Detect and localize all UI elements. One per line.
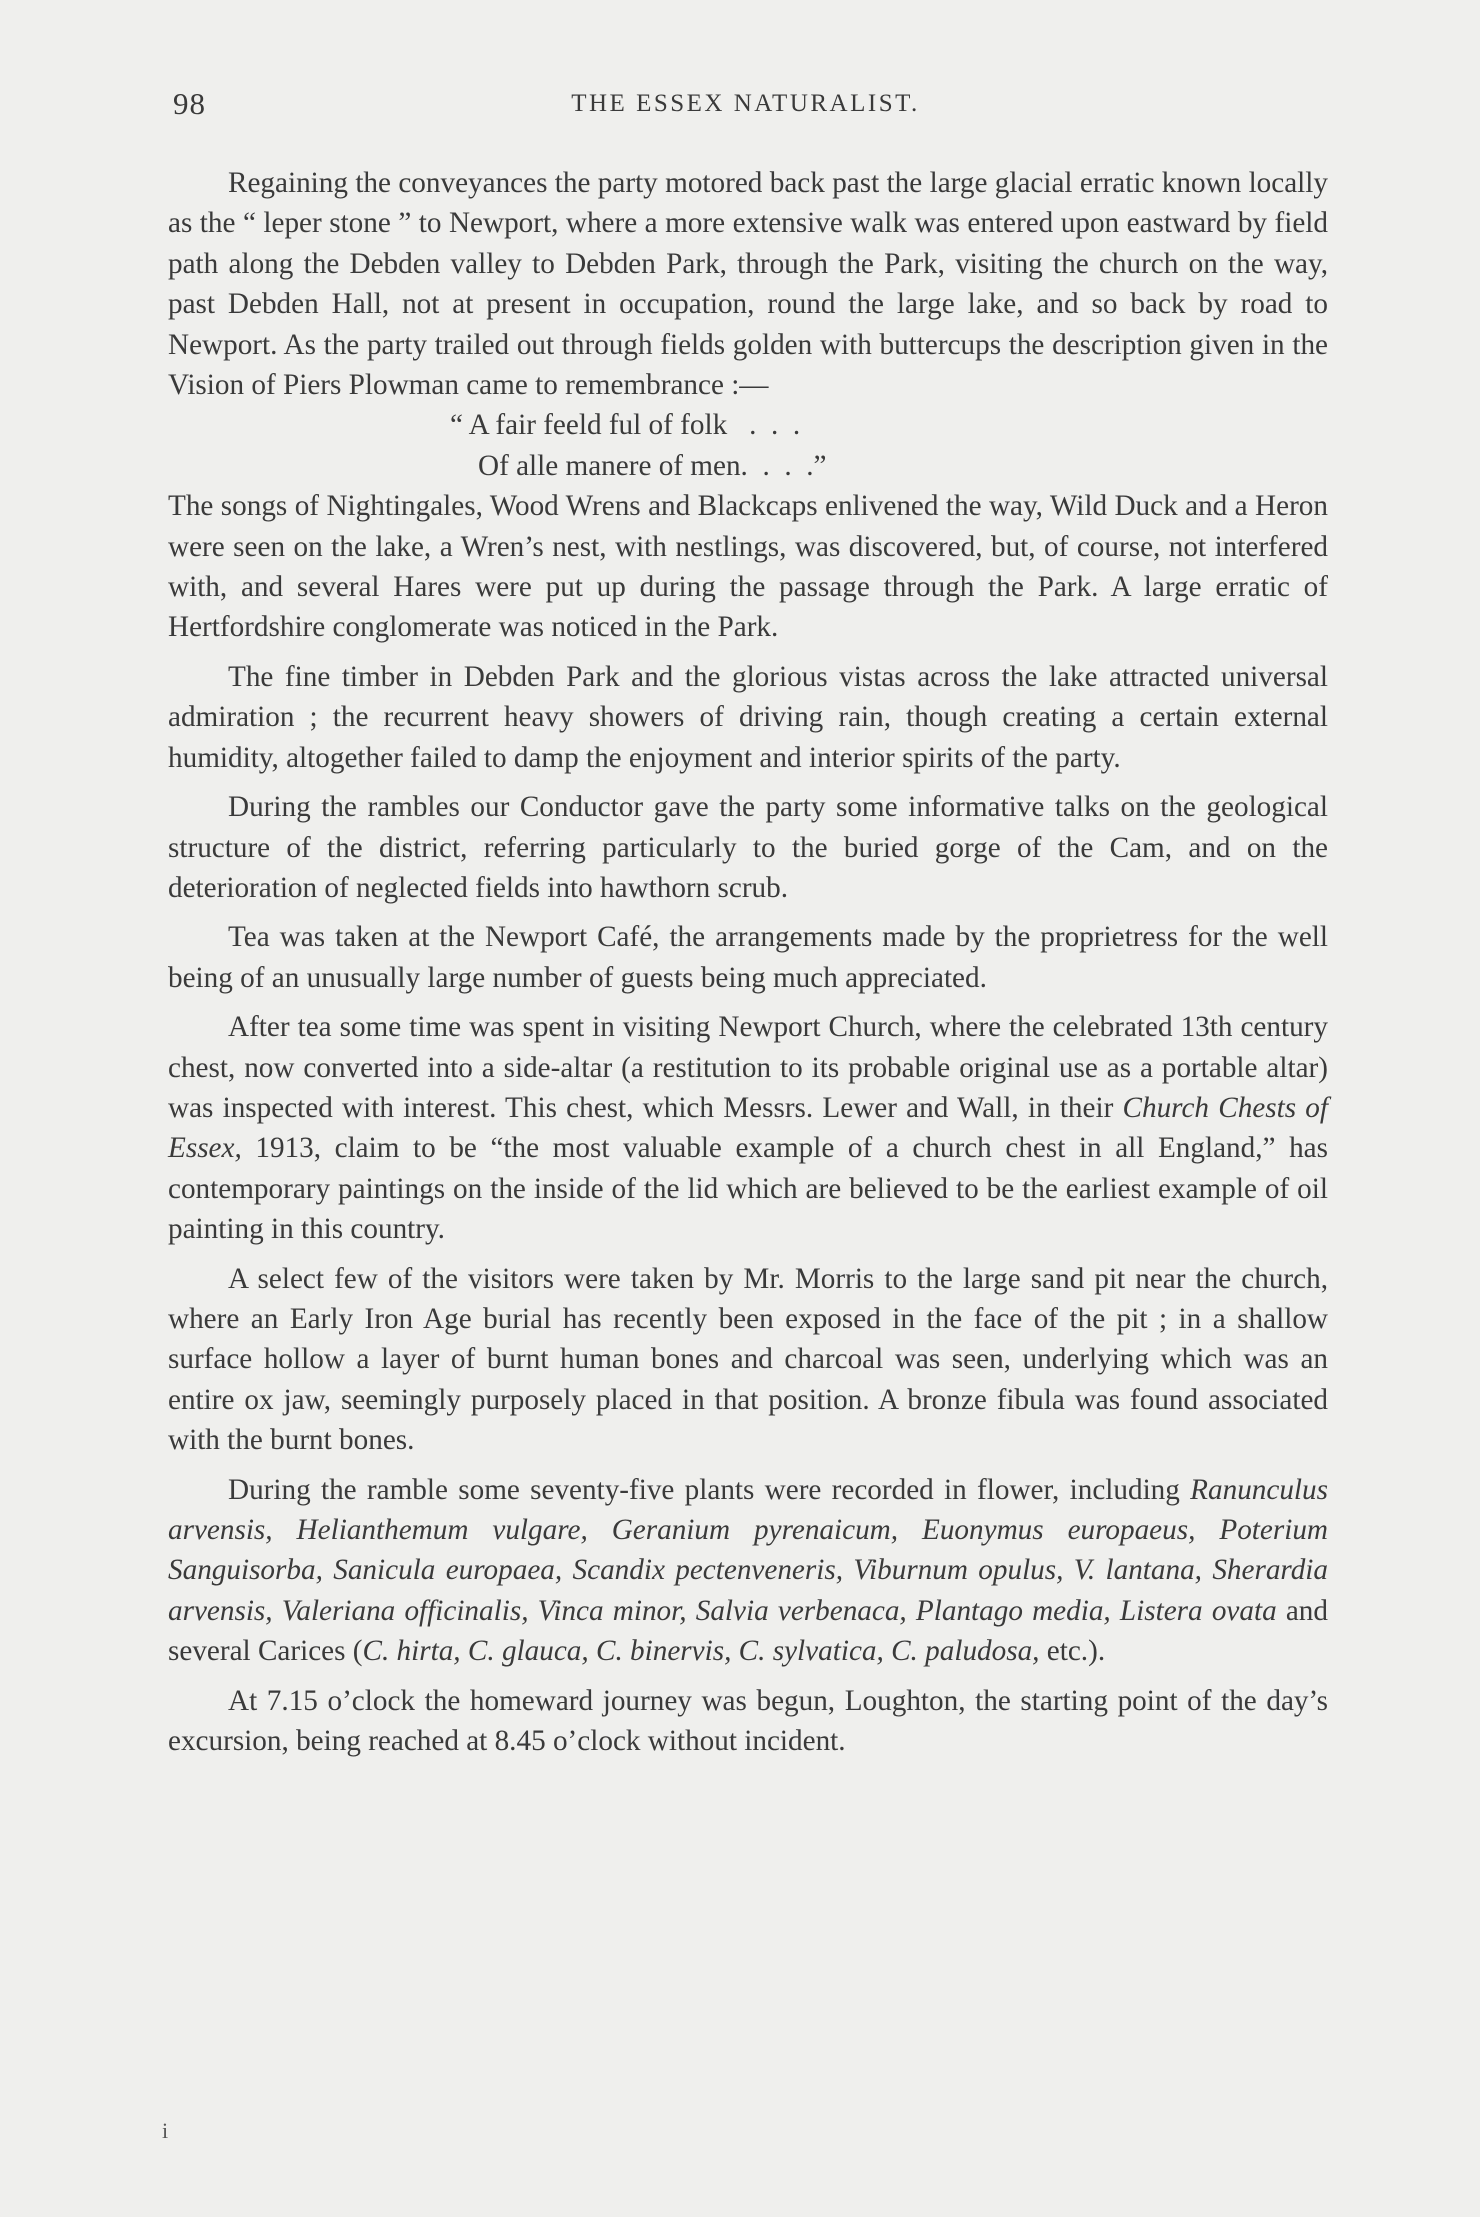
church-text-b: 1913, claim to be “the most valuable example of a church chest in all England,” has contemporary paintings on the inside of the lid which are believed to be the earliest example of oil painting in this country. <box>168 1132 1328 1246</box>
page-number: 98 <box>173 86 206 121</box>
signature-mark: i <box>162 2118 169 2143</box>
quotation-line-2: Of alle manere of men. . . .” <box>478 449 827 482</box>
book-title: Church Chests of Essex, <box>168 1091 1328 1165</box>
carices-list: C. hirta, C. glauca, C. binervis, C. sylvatica, C. paludosa, <box>362 1635 1040 1668</box>
paragraph-birds: The songs of Nightingales, Wood Wrens and Blackcaps enlivened the way, Wild Duck and a Heron were seen on the lake, a Wren’s nest, with nestlings, was discovered, but, of course, not interfered with, and several Hares were put up during the passage through the Park. A large erratic of Hertfordshire conglomerate was noticed in the Park. <box>168 490 1328 644</box>
plants-text-a: During the ramble some seventy-five plants were recorded in flower, including <box>228 1473 1191 1506</box>
plants-text-c: etc.). <box>1039 1635 1106 1668</box>
running-title: THE ESSEX NATURALIST. <box>571 90 920 117</box>
body-text <box>168 163 1328 1761</box>
quotation-line-1: “ A fair feeld ful of folk . . . <box>450 409 801 442</box>
paragraph-homeward: At 7.15 o’clock the homeward journey was begun, Loughton, the starting point of the day’s excursion, being reached at 8.45 o’clock without incident. <box>168 1684 1328 1758</box>
paragraph-sand-pit: A select few of the visitors were taken by Mr. Morris to the large sand pit near the church, where an Early Iron Age burial has recently been exposed in the face of the pit ; in a shallow surface hollow a layer of burnt human bones and charcoal was seen, underlying which was an entire ox jaw, seemingly purposely placed in that position. A bronze fibula was found associated with the burnt bones. <box>168 1262 1328 1457</box>
paragraph-debden-park: The fine timber in Debden Park and the glorious vistas across the lake attracted universal admiration ; the recurrent heavy showers of driving rain, though creating a certain external humidity, altogether failed to damp the enjoyment and interior spirits of the party. <box>168 660 1328 774</box>
plants-text-b: and several Carices ( <box>168 1594 1328 1668</box>
paragraph-tea: Tea was taken at the Newport Café, the arrangements made by the proprietress for the well being of an unusually large number of guests being much appreciated. <box>168 921 1328 994</box>
page-header <box>168 86 1323 126</box>
plant-species-list: Ranunculus arvensis, Helianthemum vulgare, Geranium pyrenaicum, Euonymus europaeus, Poterium Sanguisorba, Sanicula europaea, Scandix pectenveneris, Viburnum opulus, V. lantana, Sherardia arvensis, Valeriana officinalis, Vinca minor, Salvia verbenaca, Plantago media, Listera ovata <box>168 1473 1328 1627</box>
paragraph-newport-church <box>168 1007 1328 1249</box>
church-text-a: After tea some time was spent in visiting Newport Church, where the celebrated 13th century chest, now converted into a side-altar (a restitution to its probable original use as a portable altar) was inspected with interest. This chest, which Messrs. Lewer and Wall, in their <box>168 1011 1328 1124</box>
paragraph-geological-talks: During the rambles our Conductor gave the party some informative talks on the geological structure of the district, referring particularly to the buried gorge of the Cam, and on the deterioration of neglected fields into hawthorn scrub. <box>168 791 1328 904</box>
quotation-piers-plowman <box>168 405 1328 486</box>
paragraph-motoring-back: Regaining the conveyances the party motored back past the large glacial erratic known locally as the “ leper stone ” to Newport, where a more extensive walk was entered upon eastward by field path along the Debden valley to Debden Park, through the Park, visiting the church on the way, past Debden Hall, not at present in occupation, round the large lake, and so back by road to Newport. As the party trailed out through fields golden with buttercups the description given in the Vision of Piers Plowman came to remembrance :— <box>168 167 1328 402</box>
paragraph-plants <box>168 1470 1328 1672</box>
